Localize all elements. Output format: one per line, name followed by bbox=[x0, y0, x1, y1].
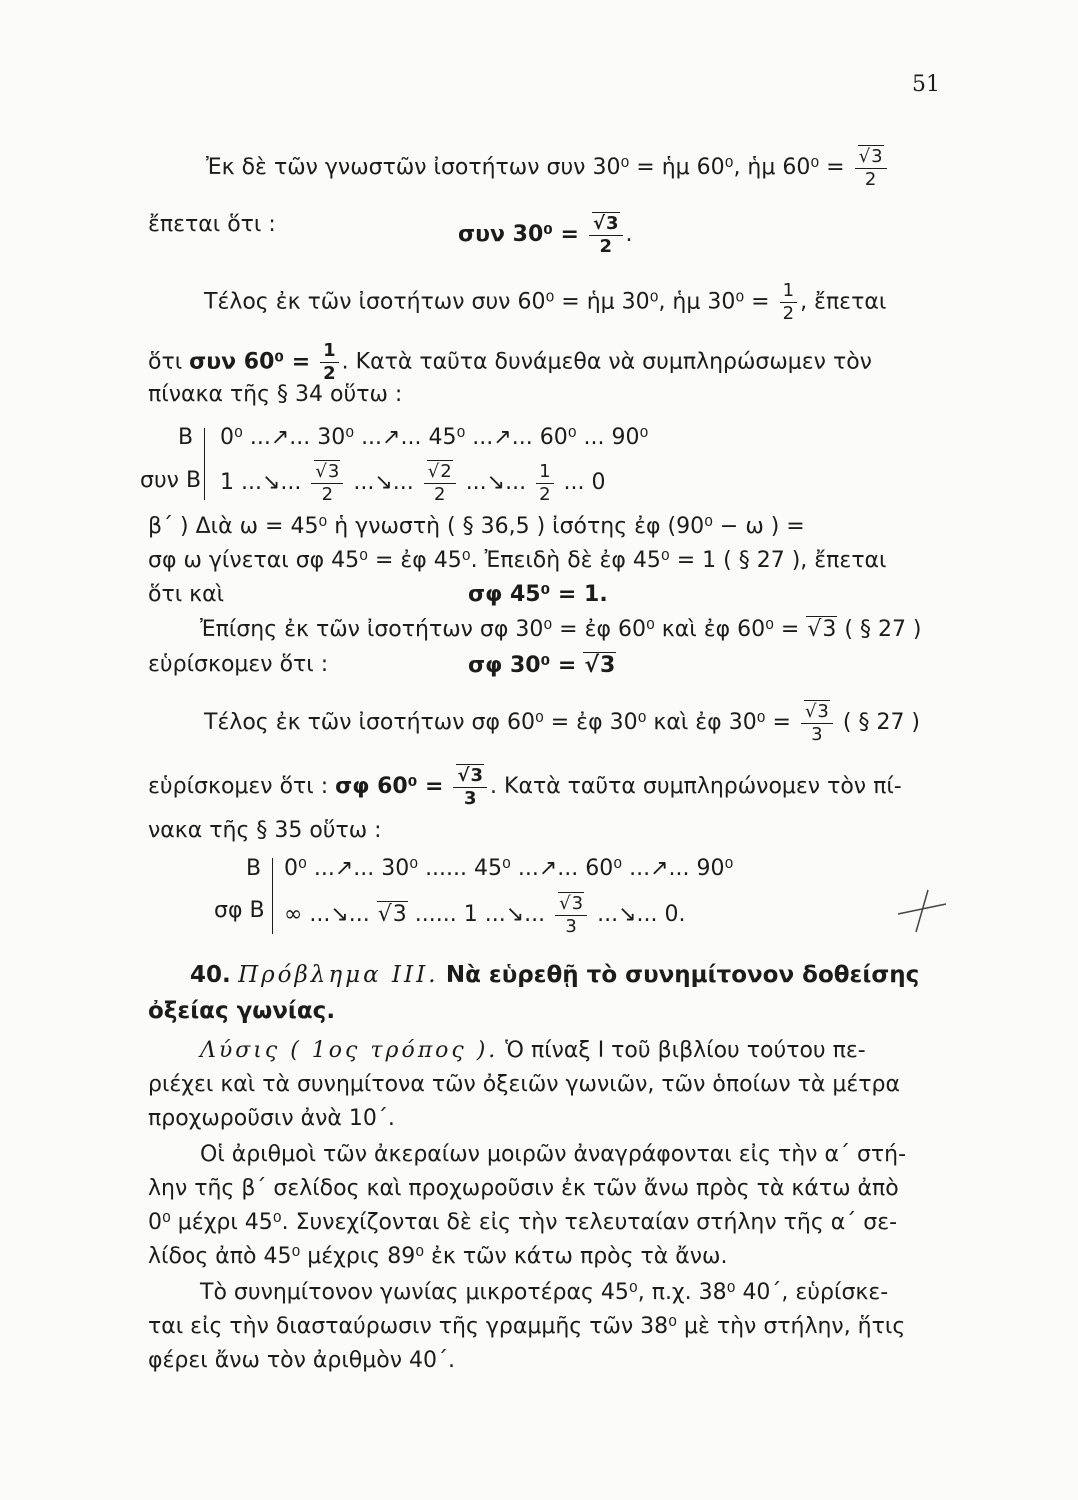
fraction bbox=[589, 212, 623, 258]
numerator: 1 bbox=[780, 280, 797, 303]
fraction bbox=[855, 145, 887, 191]
dots: ... bbox=[484, 902, 506, 927]
dots: ... bbox=[583, 425, 605, 450]
arrow-down-icon: ↘ bbox=[486, 470, 506, 495]
section-heading bbox=[190, 962, 919, 988]
cell: 1 bbox=[220, 470, 234, 495]
fraction bbox=[453, 764, 487, 810]
dots: ... bbox=[472, 425, 494, 450]
arrow-up-icon: ↗ bbox=[650, 856, 669, 881]
denominator: 3 bbox=[565, 916, 577, 937]
radical: √ 3 bbox=[558, 892, 584, 915]
arrow-up-icon: ↗ bbox=[270, 425, 290, 450]
numerator: 1 bbox=[536, 461, 553, 484]
text-line bbox=[204, 700, 920, 746]
cell: 0. bbox=[664, 902, 686, 927]
dots: ... bbox=[249, 425, 271, 450]
text: . Κατὰ ταῦτα δυνάμεθα νὰ συμπληρώσωμεν τὸν bbox=[341, 349, 872, 375]
cell: 45⁰ bbox=[428, 425, 466, 450]
table-row bbox=[220, 425, 648, 451]
dots: ... bbox=[511, 425, 533, 450]
text: Ἐκ δὲ τῶν γνωστῶν ἰσοτήτων συν 30⁰ = ἡμ 60⁰, ἡμ 60⁰ = bbox=[206, 155, 845, 180]
text-line bbox=[200, 616, 922, 643]
solution-label: Λύσις ( 1ος τρόπος ). bbox=[200, 1038, 499, 1063]
cell: 0⁰ bbox=[284, 856, 307, 881]
text-line bbox=[204, 280, 886, 325]
radical: √ 3 bbox=[592, 212, 620, 235]
arrow-up-icon: ↗ bbox=[493, 425, 512, 450]
denominator: 2 bbox=[433, 484, 446, 505]
radical: √ 3 bbox=[806, 616, 837, 643]
text-line: προχωροῦσιν ἀνὰ 10΄. bbox=[148, 1106, 395, 1131]
dots: ... bbox=[348, 902, 370, 927]
formula-text: συν 30⁰ = bbox=[458, 222, 579, 247]
text: ἔπεται ὅτι : bbox=[148, 212, 276, 237]
cell: 0⁰ bbox=[220, 425, 243, 450]
radical: √ 3 bbox=[314, 460, 340, 483]
text-line bbox=[148, 652, 328, 678]
dots: ... bbox=[465, 470, 487, 495]
denominator: 2 bbox=[321, 484, 334, 505]
text-line: λην τῆς β΄ σελίδος καὶ προχωροῦσιν ἐκ τῶν ἄνω πρὸς τὰ κάτω ἀπὸ bbox=[148, 1176, 899, 1201]
cell: 90⁰ bbox=[696, 856, 734, 881]
text: πίνακα τῆς § 34 οὕτω : bbox=[148, 382, 403, 407]
text-line bbox=[206, 145, 890, 191]
text: εὑρίσκομεν ὅτι : bbox=[148, 774, 329, 799]
brace bbox=[272, 858, 273, 934]
text-line: φέρει ἄνω τὸν ἀριθμὸν 40΄. bbox=[148, 1348, 455, 1373]
denominator: 2 bbox=[323, 363, 336, 384]
dots: ... bbox=[425, 856, 447, 881]
text-line: λίδος ἀπὸ 45⁰ μέχρις 89⁰ ἐκ τῶν κάτω πρὸς τὰ ἄνω. bbox=[148, 1244, 728, 1269]
cell: 60⁰ bbox=[539, 425, 577, 450]
dots: ... bbox=[563, 470, 585, 495]
radical: √ 3 bbox=[456, 764, 484, 787]
arrow-up-icon: ↗ bbox=[538, 856, 558, 881]
text-line bbox=[148, 212, 276, 238]
text-line bbox=[148, 382, 402, 408]
denominator: 2 bbox=[539, 483, 551, 505]
text: εὑρίσκομεν ὅτι : bbox=[148, 652, 329, 677]
arrow-up-icon: ↗ bbox=[382, 425, 401, 450]
text: . Κατὰ ταῦτα συμπληρώνομεν τὸν πί- bbox=[490, 774, 902, 799]
section-title: ὀξείας γωνίας. bbox=[148, 998, 336, 1024]
arrow-down-icon: ↘ bbox=[261, 470, 281, 495]
text: ὅτι καὶ bbox=[148, 582, 225, 607]
text: , ἔπεται bbox=[800, 289, 887, 315]
formula bbox=[468, 652, 616, 679]
table-row bbox=[284, 892, 685, 938]
cell: 30⁰ bbox=[317, 425, 355, 450]
brace bbox=[204, 428, 205, 500]
cell: 60⁰ bbox=[585, 856, 623, 881]
text-line: β΄ ) Διὰ ω = 45⁰ ἡ γνωστὴ ( § 36,5 ) ἰσότης ἐφ (90⁰ − ω ) = bbox=[148, 514, 805, 539]
text-line: Οἱ ἀριθμοὶ τῶν ἀκεραίων μοιρῶν ἀναγράφονται εἰς τὴν α΄ στή- bbox=[200, 1142, 907, 1167]
dots: ... bbox=[597, 902, 619, 927]
denominator: 3 bbox=[463, 788, 477, 809]
dots: ... bbox=[280, 470, 302, 495]
cell: 0 bbox=[591, 470, 606, 495]
radical: √ 3 bbox=[377, 901, 408, 928]
arrow-down-icon: ↘ bbox=[618, 902, 637, 927]
dots: ... bbox=[668, 856, 690, 881]
denominator: 2 bbox=[599, 236, 613, 257]
denominator: 2 bbox=[782, 303, 795, 324]
dots: ... bbox=[400, 425, 422, 450]
denominator: 3 bbox=[811, 724, 823, 745]
arrow-down-icon: ↘ bbox=[505, 902, 525, 927]
text-line bbox=[148, 764, 902, 810]
text: Ὁ πίναξ Ι τοῦ βιβλίου τούτου πε- bbox=[505, 1038, 866, 1063]
dots: ... bbox=[446, 856, 468, 881]
section-heading bbox=[148, 998, 335, 1024]
numerator: 1 bbox=[320, 340, 339, 363]
text-line: ριέχει καὶ τὰ συνημίτονα τῶν ὀξειῶν γωνιῶν, τῶν ὁποίων τὰ μέτρα bbox=[148, 1072, 901, 1097]
text-line: νακα τῆς § 35 οὕτω : bbox=[148, 818, 382, 843]
dots: ... bbox=[353, 856, 375, 881]
cell: ∞ bbox=[284, 902, 303, 927]
fraction bbox=[320, 340, 339, 385]
fraction bbox=[780, 280, 797, 325]
dots: ... bbox=[435, 902, 457, 927]
dots: ... bbox=[353, 470, 375, 495]
formula bbox=[468, 582, 608, 608]
arrow-up-icon: ↗ bbox=[334, 856, 354, 881]
dots: ... bbox=[636, 902, 658, 927]
section-number: 40. bbox=[190, 962, 231, 988]
table-row bbox=[284, 856, 733, 882]
cell: 90⁰ bbox=[611, 425, 649, 450]
dots: ... bbox=[313, 856, 335, 881]
table-row bbox=[220, 460, 606, 506]
radical: √ 3 bbox=[858, 145, 884, 168]
arrow-down-icon: ↘ bbox=[374, 470, 393, 495]
text: ὅτι bbox=[148, 349, 183, 375]
text-line bbox=[200, 1038, 866, 1064]
text: Ἐπίσης ἐκ τῶν ἰσοτήτων σφ 30⁰ = ἐφ 60⁰ καὶ ἐφ 60⁰ = bbox=[200, 617, 800, 642]
dots: ... bbox=[505, 470, 527, 495]
table-label: B bbox=[246, 856, 262, 881]
section-title-italic: Πρόβλημα ΙΙΙ. bbox=[238, 962, 439, 988]
text-line: σφ ω γίνεται σφ 45⁰ = ἐφ 45⁰. Ἐπειδὴ δὲ ἐφ 45⁰ = 1 ( § 27 ), ἔπεται bbox=[148, 548, 887, 573]
cell: 45⁰ bbox=[474, 856, 511, 881]
dots: ... bbox=[629, 856, 651, 881]
arrow-down-icon: ↘ bbox=[330, 902, 349, 927]
text-line: Τὸ συνημίτονον γωνίας μικροτέρας 45⁰, π.χ. 38⁰ 40΄, εὑρίσκε- bbox=[200, 1280, 889, 1305]
text: ( § 27 ) bbox=[844, 617, 922, 642]
cell: 30⁰ bbox=[381, 856, 419, 881]
text: Τέλος ἐκ τῶν ἰσοτήτων σφ 60⁰ = ἐφ 30⁰ καὶ ἐφ 30⁰ = bbox=[204, 710, 791, 735]
text: Τέλος ἐκ τῶν ἰσοτήτων συν 60⁰ = ἡμ 30⁰, ἡμ 30⁰ = bbox=[204, 289, 770, 315]
radical: √ 2 bbox=[427, 460, 453, 483]
text-line bbox=[148, 340, 872, 385]
text: ( § 27 ) bbox=[842, 710, 921, 735]
table-label: B bbox=[178, 425, 194, 450]
formula-text: σφ 30⁰ = bbox=[468, 653, 577, 678]
pencil-mark-icon bbox=[890, 886, 950, 936]
cell: 1 bbox=[463, 902, 478, 927]
dots: ... bbox=[309, 902, 331, 927]
dots: ... bbox=[392, 470, 414, 495]
fraction bbox=[536, 461, 553, 506]
formula-text: σφ 45⁰ = 1. bbox=[468, 582, 608, 607]
text: . bbox=[625, 222, 633, 247]
text-line: 0⁰ μέχρι 45⁰. Συνεχίζονται δὲ εἰς τὴν τελευταίαν στήλην τῆς α΄ σε- bbox=[148, 1210, 898, 1235]
radical: √ 3 bbox=[583, 652, 616, 679]
fraction bbox=[801, 700, 833, 746]
text-line: ται εἰς τὴν διασταύρωσιν τῆς γραμμῆς τῶν 38⁰ μὲ τὴν στήλην, ἥτις bbox=[148, 1314, 906, 1339]
table-label: σφ B bbox=[214, 898, 265, 923]
page-number: 51 bbox=[912, 72, 940, 97]
section-title: Νὰ εὑρεθῇ τὸ συνημίτονον δοθείσης bbox=[445, 962, 920, 988]
formula-text: σφ 60⁰ = bbox=[335, 774, 444, 799]
radical: √ 3 bbox=[804, 700, 830, 723]
dots: ... bbox=[241, 470, 262, 495]
dots: ... bbox=[414, 902, 436, 927]
formula-text: συν 60⁰ = bbox=[189, 349, 311, 375]
dots: ... bbox=[289, 425, 311, 450]
fraction bbox=[555, 892, 587, 938]
dots: ... bbox=[361, 425, 383, 450]
formula bbox=[458, 212, 633, 258]
fraction bbox=[311, 460, 343, 506]
dots: ... bbox=[557, 856, 579, 881]
dots: ... bbox=[524, 902, 546, 927]
table-label: συν B bbox=[140, 468, 202, 493]
denominator: 2 bbox=[864, 169, 877, 190]
fraction bbox=[424, 460, 456, 506]
text-line bbox=[148, 582, 224, 608]
dots: ... bbox=[517, 856, 539, 881]
